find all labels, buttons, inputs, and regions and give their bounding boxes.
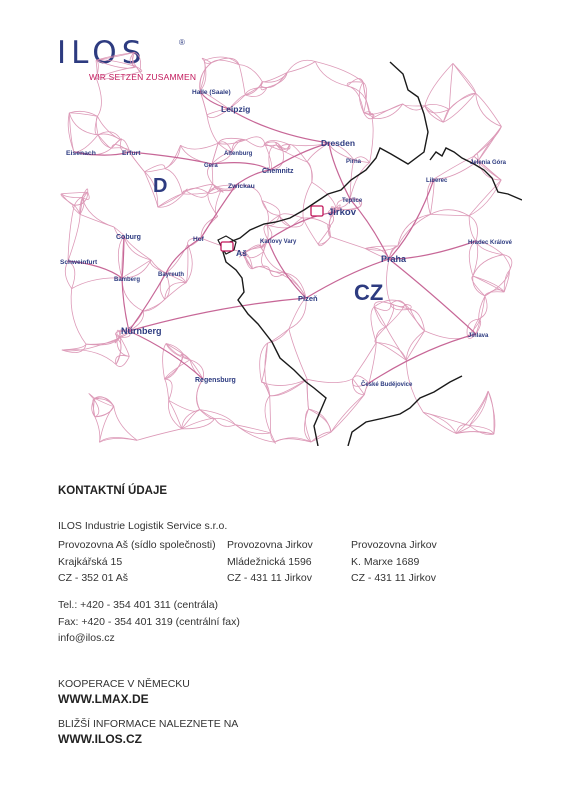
road <box>71 289 86 345</box>
branch-street: Mládežnická 1596 <box>227 555 312 568</box>
road <box>265 144 272 170</box>
road <box>182 419 215 429</box>
registered-mark: ® <box>179 38 185 47</box>
region-map <box>58 52 522 446</box>
branch-as <box>58 537 216 587</box>
branch-street: K. Marxe 1689 <box>351 555 420 568</box>
road <box>289 329 307 379</box>
road <box>169 400 182 429</box>
country-label-czechia: CZ <box>354 280 384 305</box>
road <box>82 197 114 227</box>
city-label: Liberec <box>426 178 448 184</box>
major-road <box>369 334 476 383</box>
jirkov-marker <box>311 206 323 216</box>
road <box>186 184 213 191</box>
road <box>186 244 188 282</box>
road <box>120 337 129 356</box>
road <box>97 79 102 116</box>
road <box>98 116 122 140</box>
city-label: Regensburg <box>195 377 236 384</box>
road <box>289 144 307 161</box>
road <box>374 307 386 327</box>
road <box>311 432 331 442</box>
branch-jirkov-1 <box>227 537 313 587</box>
road <box>478 127 501 162</box>
major-road <box>268 240 306 298</box>
city-label: Leipzig <box>221 104 251 114</box>
road <box>287 60 315 72</box>
city-label: Altenburg <box>224 151 253 157</box>
road <box>476 93 502 126</box>
city-label: Bayreuth <box>158 272 185 278</box>
road <box>353 343 377 379</box>
road <box>425 106 443 123</box>
road <box>200 61 205 92</box>
road <box>410 309 425 331</box>
city-label: Coburg <box>116 234 141 241</box>
fax: Fax: +420 - 354 401 319 (centrální fax) <box>58 615 240 628</box>
city-label: Teplice <box>342 198 363 204</box>
road <box>267 215 280 225</box>
city-label: Pirna <box>346 159 362 165</box>
city-label: Eisenach <box>66 150 96 157</box>
road <box>96 60 97 79</box>
city-label: Hradec Králové <box>468 240 513 246</box>
road <box>62 344 86 350</box>
road <box>181 143 219 149</box>
major-road <box>130 152 212 164</box>
city-label: Erfurt <box>122 150 141 157</box>
road <box>331 237 366 249</box>
road <box>69 113 98 135</box>
city-label: Zwickau <box>228 183 255 190</box>
road <box>469 216 476 241</box>
road <box>68 214 80 261</box>
road <box>95 417 100 442</box>
logo-wordmark: ILOS <box>57 35 147 71</box>
road <box>423 412 456 433</box>
road <box>469 241 476 276</box>
city-label: Jihlava <box>468 333 489 339</box>
road <box>239 65 245 95</box>
city-label: Nürnberg <box>121 326 162 336</box>
branch-street: Krajkářská 15 <box>58 555 123 568</box>
road <box>315 62 347 87</box>
city-label: Hof <box>193 236 204 243</box>
road-network <box>61 52 512 443</box>
road <box>425 63 453 105</box>
road <box>449 93 475 109</box>
road <box>304 409 311 442</box>
major-road <box>389 259 476 334</box>
road <box>453 63 476 93</box>
phone-block <box>58 597 240 647</box>
city-label: Aš <box>236 248 247 258</box>
major-road <box>229 109 329 143</box>
road <box>307 379 353 383</box>
road <box>62 344 86 352</box>
road <box>474 127 502 157</box>
road <box>430 214 469 215</box>
road <box>406 331 424 360</box>
road <box>246 137 265 144</box>
road <box>423 412 456 433</box>
road <box>218 138 246 143</box>
as-marker <box>221 242 233 251</box>
road <box>469 180 501 216</box>
branch-city: CZ - 352 01 Aš <box>58 572 129 584</box>
road <box>473 276 504 292</box>
major-road <box>129 331 203 379</box>
city-label: Karlovy Vary <box>260 239 297 245</box>
road <box>318 237 331 244</box>
city-label: Praha <box>381 254 407 264</box>
logo-tagline: WIR SETZEN ZUSAMMEN <box>89 72 197 82</box>
road <box>207 115 218 144</box>
city-label: Jirkov <box>328 207 356 218</box>
road <box>456 391 488 434</box>
road <box>137 429 182 441</box>
road <box>165 283 187 300</box>
road <box>488 391 494 434</box>
contact-heading: KONTAKTNÍ ÚDAJE <box>58 485 168 497</box>
branch-name: Provozovna Jirkov <box>351 539 437 551</box>
road <box>98 135 112 148</box>
city-label: Plzeň <box>298 294 318 303</box>
road <box>425 331 468 339</box>
city-label: Gera <box>204 163 218 169</box>
city-label: České Budějovice <box>361 382 413 388</box>
road <box>186 188 208 193</box>
city-label: Bamberg <box>114 277 141 283</box>
road <box>376 343 406 361</box>
road <box>449 93 475 109</box>
road <box>386 327 406 360</box>
road <box>443 93 476 122</box>
road <box>246 140 265 147</box>
ilos-website-link[interactable]: WWW.ILOS.CZ <box>58 732 142 746</box>
road <box>449 63 453 109</box>
city-label: Schweinfurt <box>60 259 98 266</box>
road <box>348 86 364 113</box>
branch-city: CZ - 431 11 Jirkov <box>351 572 436 584</box>
city-label: Chemnitz <box>262 168 294 175</box>
telephone: Tel.: +420 - 354 401 311 (centrála) <box>58 599 219 611</box>
branch-name: Provozovna Aš (sídlo společnosti) <box>58 539 216 551</box>
road <box>275 438 311 442</box>
city-label: Halle (Saale) <box>192 89 231 96</box>
road <box>89 393 95 399</box>
road <box>100 406 114 442</box>
road <box>410 309 425 331</box>
road <box>95 406 114 417</box>
road <box>165 379 169 400</box>
road <box>476 93 502 126</box>
road <box>215 190 221 216</box>
lmax-link[interactable]: WWW.LMAX.DE <box>58 692 149 706</box>
road <box>303 218 318 244</box>
city-label: Dresden <box>321 138 356 148</box>
road <box>312 182 336 208</box>
road <box>166 244 188 273</box>
branch-city: CZ - 431 11 Jirkov <box>227 572 312 584</box>
cooperation-label: KOOPERACE V NĚMECKU <box>58 678 190 690</box>
road <box>166 344 190 360</box>
road <box>117 339 129 357</box>
road <box>275 439 311 443</box>
email-link[interactable]: info@ilos.cz <box>58 632 115 644</box>
branch-jirkov-2 <box>351 537 437 587</box>
city-label: Jelenia Góra <box>470 160 507 166</box>
road <box>130 52 136 66</box>
road <box>376 327 386 343</box>
country-label-germany: D <box>153 175 168 197</box>
company-name: ILOS Industrie Logistik Service s.r.o. <box>58 520 228 532</box>
major-road <box>166 238 201 273</box>
road <box>114 406 137 440</box>
road <box>270 396 271 433</box>
more-info-label: BLIŽŠÍ INFORMACE NALEZNETE NA <box>58 718 239 730</box>
road <box>387 259 391 304</box>
branch-name: Provozovna Jirkov <box>227 539 313 551</box>
road <box>370 118 373 162</box>
road <box>423 412 469 425</box>
road <box>182 193 208 194</box>
road <box>165 169 182 194</box>
